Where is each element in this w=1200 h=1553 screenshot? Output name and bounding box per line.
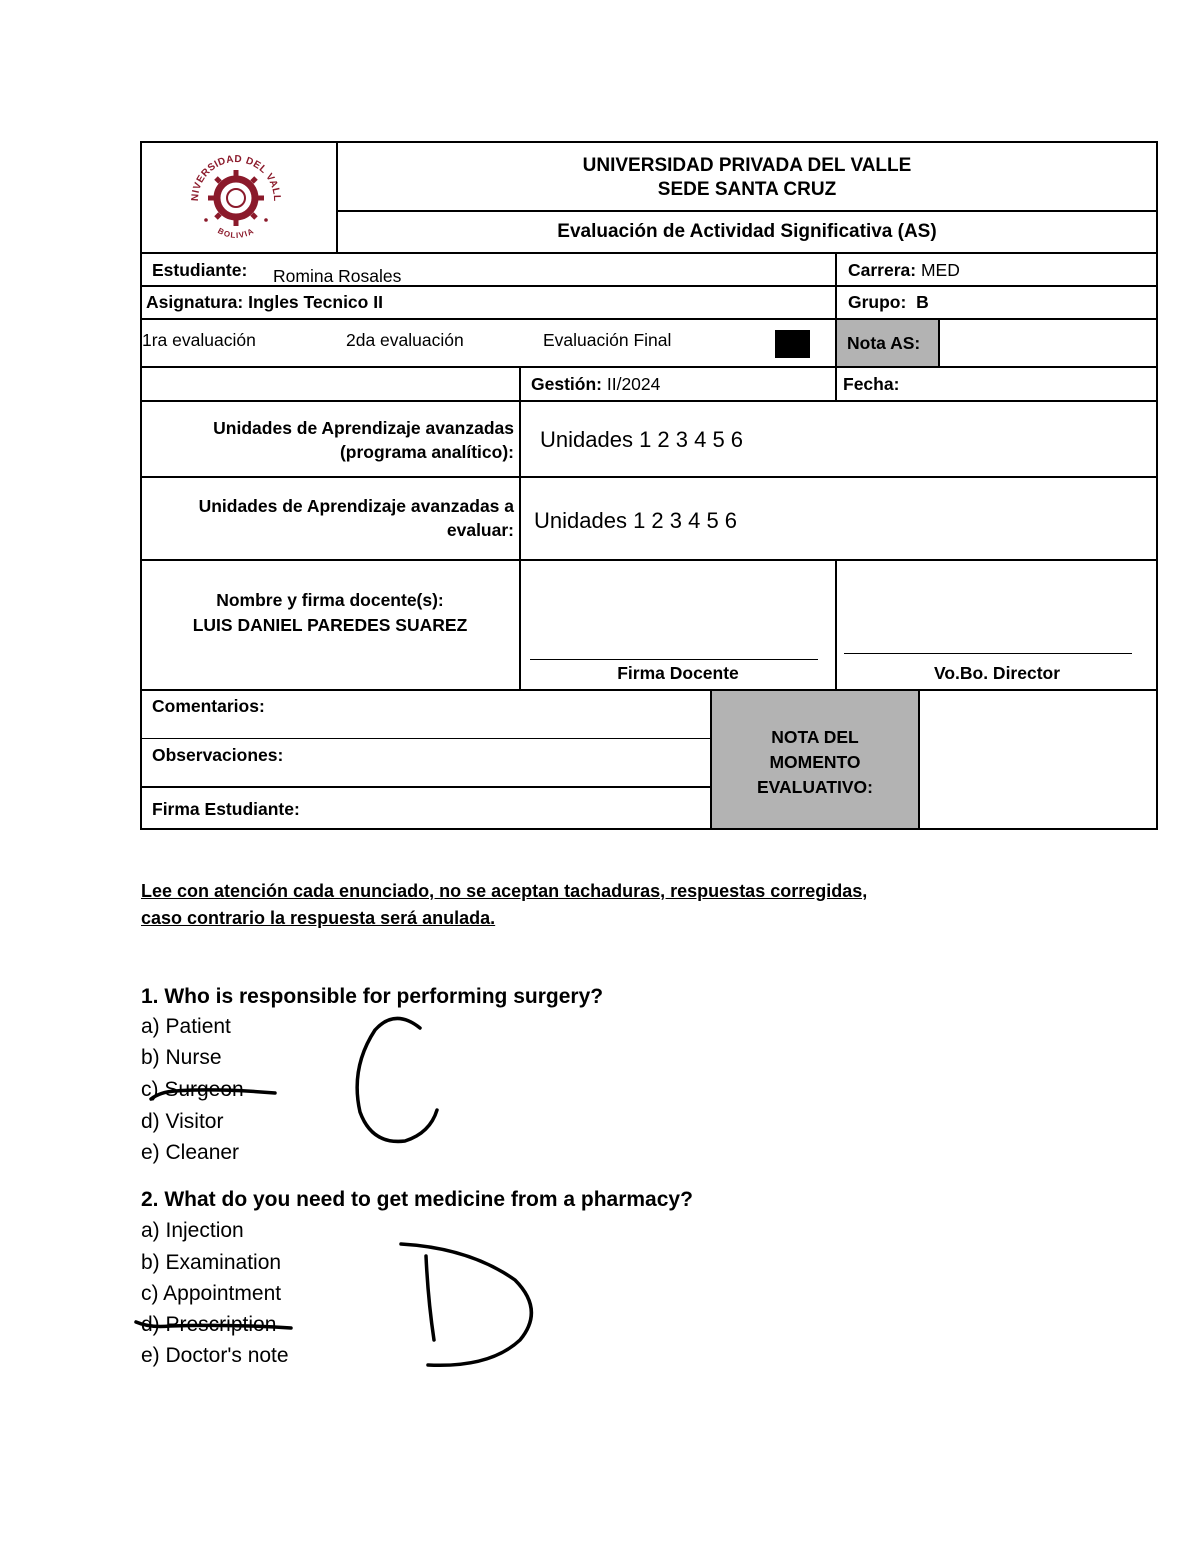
final-grade-label-line3: EVALUATIVO:	[756, 777, 873, 797]
career-value: MED	[920, 260, 960, 280]
comments-label: Comentarios:	[152, 696, 265, 716]
question-2-title: 2. What do you need to get medicine from a pharmacy?	[141, 1188, 693, 1211]
handwritten-d-bowl	[401, 1244, 531, 1365]
eval-final: Evaluación Final	[543, 330, 672, 350]
question-1-option-d: d) Visitor	[141, 1110, 224, 1133]
question-2-option-e: e) Doctor's note	[141, 1344, 289, 1367]
teacher-label: Nombre y firma docente(s):	[216, 590, 444, 610]
evaluate-units-value: Unidades 1 2 3 4 5 6	[534, 508, 738, 533]
question-2-option-c: c) Appointment	[141, 1282, 282, 1305]
evaluate-units-label-line1: Unidades de Aprendizaje avanzadas a	[198, 496, 514, 516]
gestion-value: II/2024	[606, 374, 661, 394]
observations-label: Observaciones:	[152, 745, 284, 765]
svg-text:BOLIVIA: BOLIVIA	[216, 226, 256, 241]
teacher-name: LUIS DANIEL PAREDES SUAREZ	[192, 615, 468, 635]
program-units-value: Unidades 1 2 3 4 5 6	[540, 427, 744, 452]
grade-label: Nota AS:	[847, 333, 921, 353]
strikethrough-surgeon	[151, 1090, 275, 1099]
question-1-title: 1. Who is responsible for performing surgery?	[141, 985, 604, 1008]
question-2-option-b: b) Examination	[141, 1251, 282, 1274]
program-units-label-line2: (programa analítico):	[339, 442, 514, 462]
form-title: Evaluación de Actividad Significativa (AS)	[557, 221, 937, 242]
career-label: Carrera:	[848, 260, 917, 280]
student-name: Romina Rosales	[273, 266, 402, 286]
instructions-line1: Lee con atención cada enunciado, no se aceptan tachaduras, respuestas corregidas,	[141, 881, 868, 901]
eval-first: 1ra evaluación	[142, 330, 256, 350]
group-value: B	[916, 292, 929, 312]
date-label: Fecha:	[843, 374, 900, 394]
strikethrough-prescription	[136, 1322, 291, 1328]
director-signature-caption: Vo.Bo. Director	[933, 663, 1061, 683]
final-grade-label-line2: MOMENTO	[769, 752, 861, 772]
svg-text:UNIVERSIDAD DEL VALLE: NIVERSIDAD DEL VALL	[189, 153, 283, 202]
question-2-option-a: a) Injection	[141, 1219, 244, 1242]
handwritten-d-stem	[426, 1256, 434, 1340]
final-grade-label-line1: NOTA DEL	[771, 727, 859, 747]
question-2-option-d: d) Prescription	[141, 1313, 277, 1336]
program-units-label-line1: Unidades de Aprendizaje avanzadas	[213, 418, 514, 438]
student-signature-label: Firma Estudiante:	[152, 799, 300, 819]
question-1-option-b: b) Nurse	[141, 1046, 222, 1069]
handwritten-c-mark	[357, 1018, 437, 1141]
question-1-option-c: c) Surgeon	[141, 1078, 244, 1101]
group-label: Grupo:	[848, 292, 907, 312]
subject-label: Asignatura: Ingles Tecnico II	[146, 292, 383, 312]
gestion-label: Gestión:	[531, 374, 602, 394]
instructions-line2: caso contrario la respuesta será anulada.	[141, 908, 496, 928]
eval-second: 2da evaluación	[346, 330, 464, 350]
student-label: Estudiante:	[152, 260, 248, 280]
teacher-signature-caption: Firma Docente	[617, 663, 739, 683]
evaluate-units-label-line2: evaluar:	[446, 520, 514, 540]
campus-name: SEDE SANTA CRUZ	[657, 179, 837, 200]
question-1-option-a: a) Patient	[141, 1015, 231, 1038]
question-1-option-e: e) Cleaner	[141, 1141, 240, 1164]
university-name: UNIVERSIDAD PRIVADA DEL VALLE	[582, 155, 912, 176]
